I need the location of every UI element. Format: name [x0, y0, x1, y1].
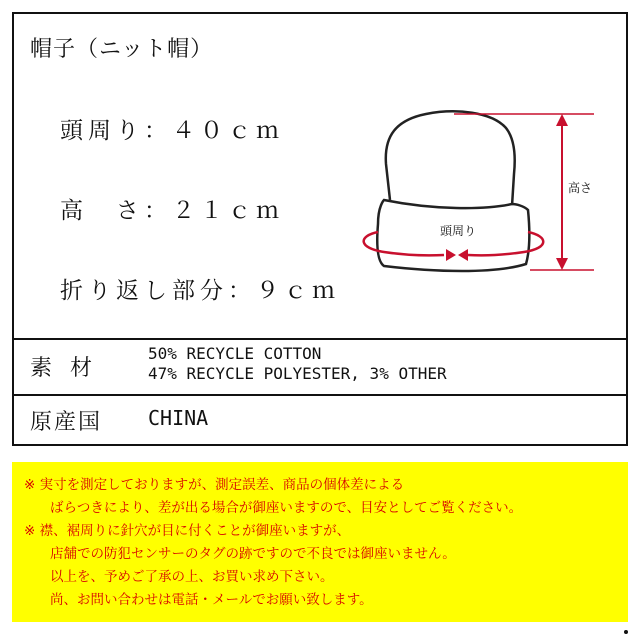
- knit-beanie-icon: [386, 111, 515, 206]
- material-line: 50% RECYCLE COTTON: [148, 344, 322, 363]
- notice-line: ばらつきにより、差が出る場合が御座いますので、目安としてご覧ください。: [50, 500, 523, 516]
- height-label: 高さ: [567, 181, 593, 195]
- notice-line: 店舗での防犯センサーのタグの跡ですので不良では御座いません。: [50, 546, 456, 562]
- height-arrowhead-up: [556, 114, 568, 126]
- measurement-height: 高 さ：２１ｃｍ: [60, 198, 284, 224]
- notice-line: ※ 襟、裾周りに針穴が目に付くことが御座いますが、: [24, 523, 351, 539]
- notice-line: 以上を、予めご了承の上、お買い求め下さい。: [50, 569, 334, 585]
- spec-table: [12, 12, 628, 446]
- origin-row: [14, 396, 626, 444]
- notice-line: ※ 実寸を測定しておりますが、測定誤差、商品の個体差による: [24, 477, 405, 493]
- circumference-label: 頭周り: [439, 224, 477, 238]
- size-section: [14, 14, 626, 340]
- material-line: 47% RECYCLE POLYESTER, 3% OTHER: [148, 364, 447, 383]
- origin-label: 原産国: [30, 410, 103, 435]
- origin-value: CHINA: [148, 406, 209, 430]
- notice-box: [12, 462, 628, 622]
- product-title: 帽子（ニット帽）: [30, 37, 214, 62]
- material-values: [148, 344, 447, 384]
- measurement-fold: 折り返し部分：９ｃｍ: [60, 278, 340, 304]
- material-row: [14, 338, 626, 396]
- measurement-head-circumference: 頭周り：４０ｃｍ: [60, 118, 284, 144]
- hat-size-diagram: [344, 94, 614, 294]
- notice-line: 尚、お問い合わせは電話・メールでお願い致します。: [50, 592, 373, 608]
- corner-dot: [624, 630, 628, 634]
- height-arrowhead-down: [556, 258, 568, 270]
- material-label: 素材: [30, 356, 111, 381]
